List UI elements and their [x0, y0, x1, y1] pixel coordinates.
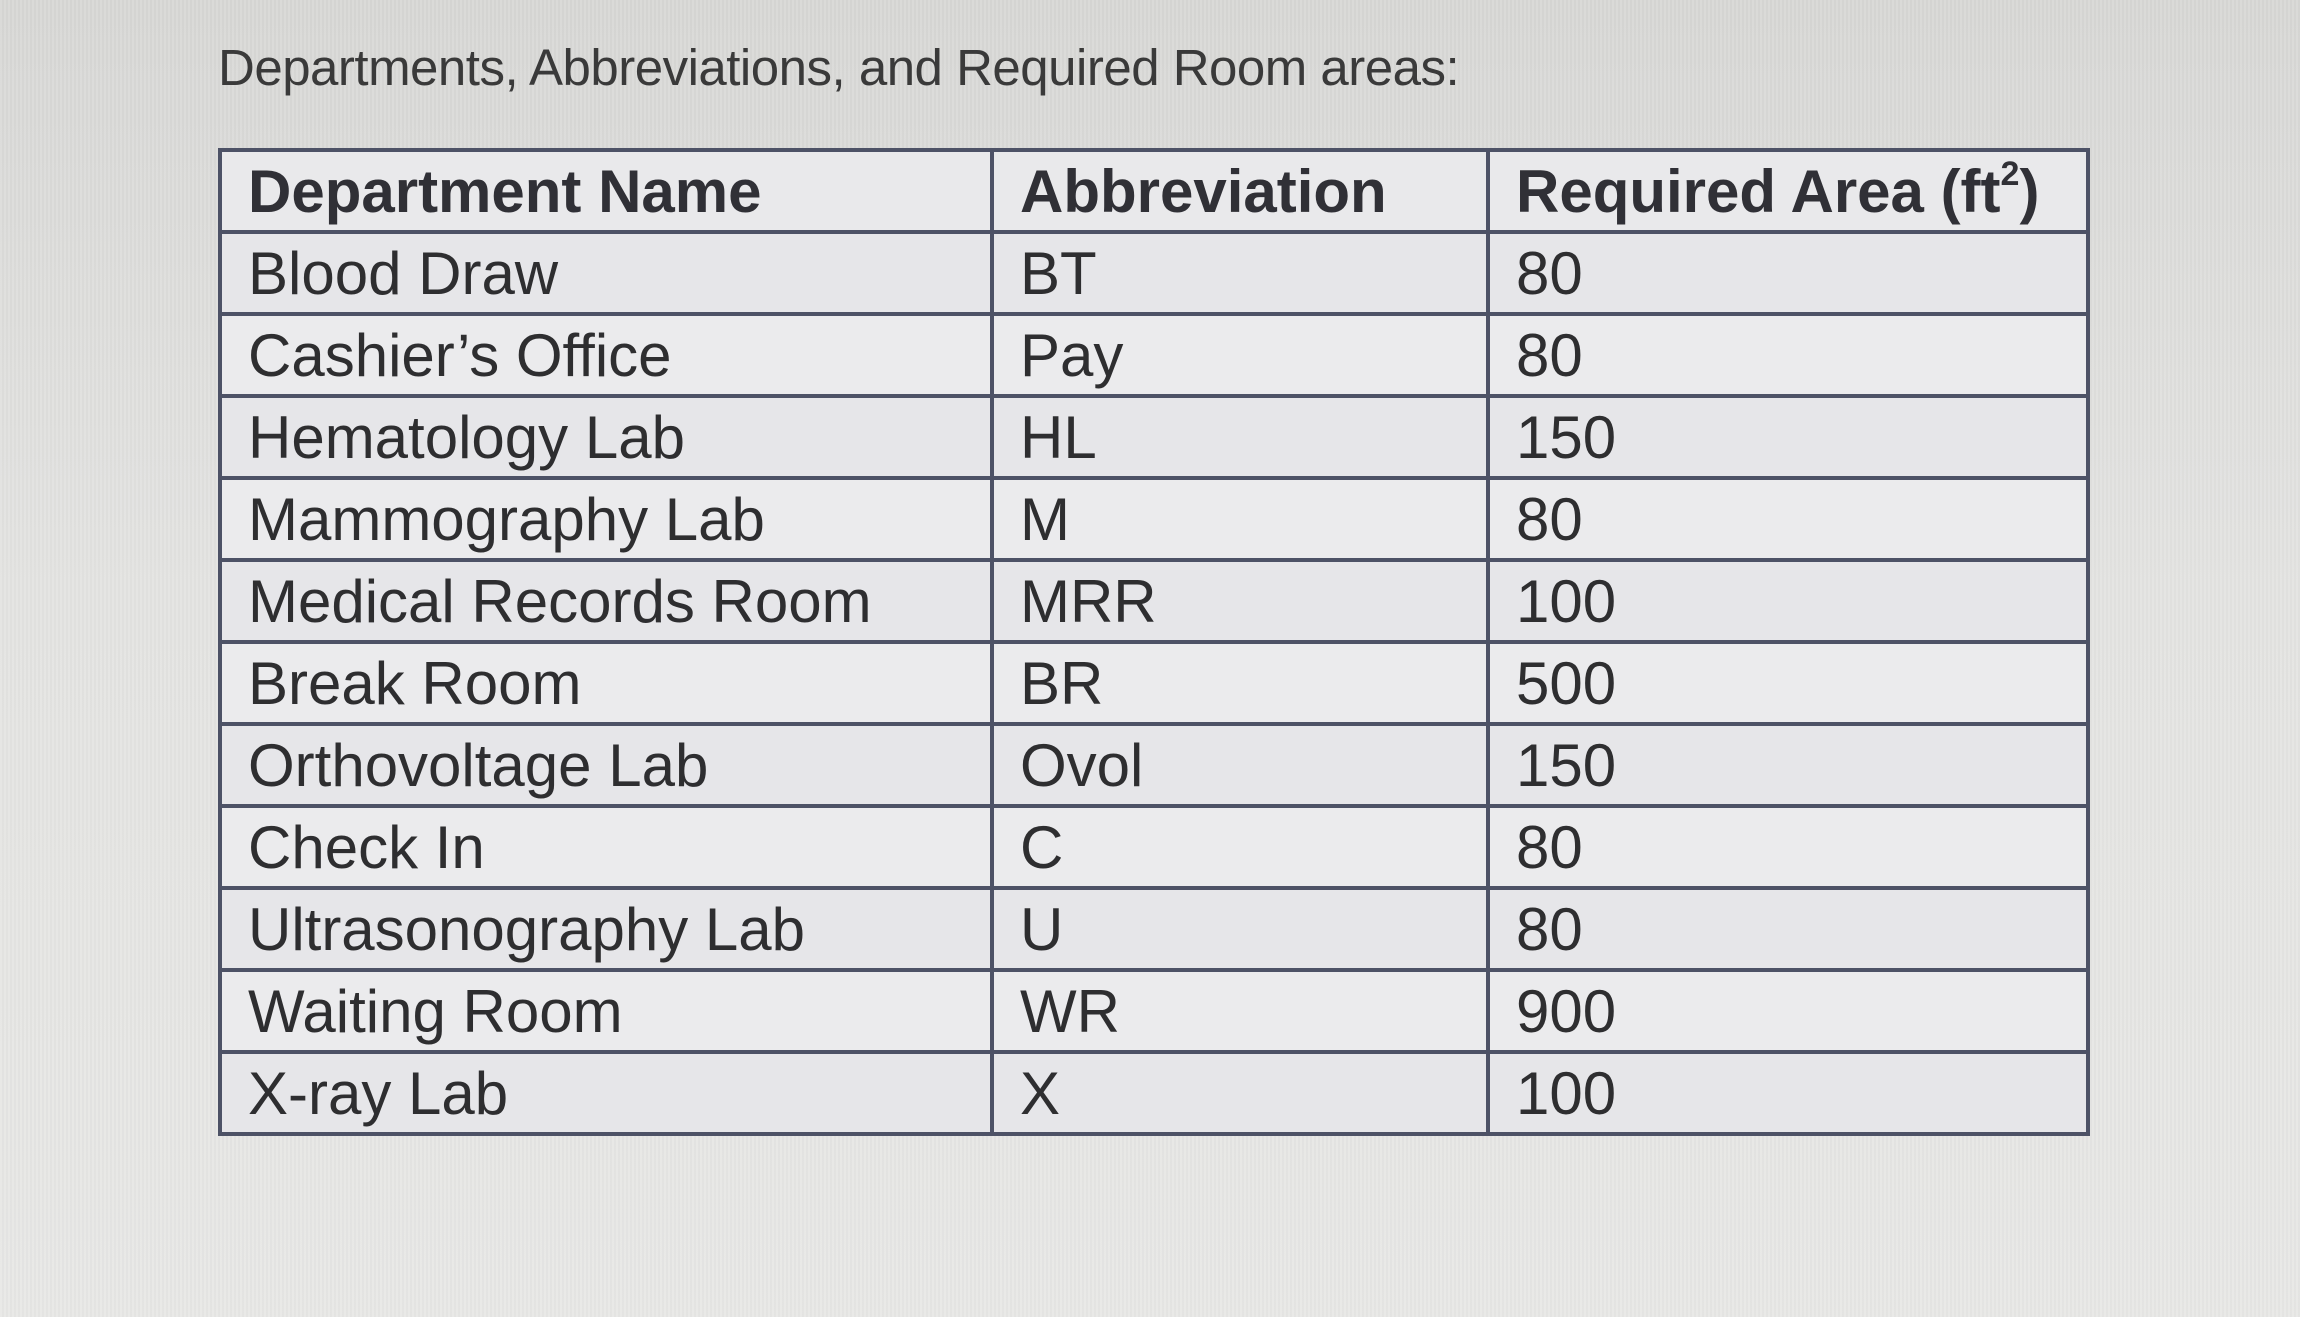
- table-body: [220, 232, 2088, 1134]
- header-area-prefix: Required Area (ft: [1516, 157, 2001, 225]
- table-row: [220, 642, 2088, 724]
- table-row: [220, 478, 2088, 560]
- header-area-superscript: 2: [2000, 154, 2020, 193]
- cell-department-name: Blood Draw: [220, 232, 992, 314]
- header-area-suffix: ): [2019, 157, 2040, 225]
- cell-department-name: Hematology Lab: [220, 396, 992, 478]
- cell-department-name: X-ray Lab: [220, 1052, 992, 1134]
- table-caption: Departments, Abbreviations, and Required Room areas:: [218, 39, 1460, 96]
- cell-abbreviation: WR: [992, 970, 1488, 1052]
- header-abbreviation: Abbreviation: [992, 150, 1488, 232]
- table-row: [220, 724, 2088, 806]
- cell-abbreviation: BT: [992, 232, 1488, 314]
- cell-abbreviation: Pay: [992, 314, 1488, 396]
- cell-required-area: 100: [1488, 560, 2088, 642]
- cell-required-area: 500: [1488, 642, 2088, 724]
- cell-required-area: 80: [1488, 888, 2088, 970]
- table-header-row: [220, 150, 2088, 232]
- header-required-area: [1488, 150, 2088, 232]
- table-row: [220, 888, 2088, 970]
- cell-department-name: Ultrasonography Lab: [220, 888, 992, 970]
- header-department-name: Department Name: [220, 150, 992, 232]
- cell-required-area: 150: [1488, 396, 2088, 478]
- cell-abbreviation: HL: [992, 396, 1488, 478]
- cell-abbreviation: Ovol: [992, 724, 1488, 806]
- cell-department-name: Waiting Room: [220, 970, 992, 1052]
- table-row: [220, 1052, 2088, 1134]
- cell-department-name: Mammography Lab: [220, 478, 992, 560]
- cell-abbreviation: U: [992, 888, 1488, 970]
- cell-department-name: Cashier’s Office: [220, 314, 992, 396]
- cell-required-area: 80: [1488, 314, 2088, 396]
- table-row: [220, 314, 2088, 396]
- cell-required-area: 100: [1488, 1052, 2088, 1134]
- cell-abbreviation: BR: [992, 642, 1488, 724]
- table-row: [220, 232, 2088, 314]
- cell-department-name: Medical Records Room: [220, 560, 992, 642]
- cell-abbreviation: M: [992, 478, 1488, 560]
- cell-required-area: 900: [1488, 970, 2088, 1052]
- table-row: [220, 560, 2088, 642]
- cell-required-area: 80: [1488, 478, 2088, 560]
- cell-department-name: Orthovoltage Lab: [220, 724, 992, 806]
- cell-required-area: 80: [1488, 232, 2088, 314]
- cell-abbreviation: MRR: [992, 560, 1488, 642]
- cell-department-name: Break Room: [220, 642, 992, 724]
- cell-abbreviation: X: [992, 1052, 1488, 1134]
- departments-table: [218, 148, 2090, 1136]
- table-row: [220, 396, 2088, 478]
- cell-required-area: 80: [1488, 806, 2088, 888]
- table-row: [220, 970, 2088, 1052]
- table-row: [220, 806, 2088, 888]
- cell-department-name: Check In: [220, 806, 992, 888]
- cell-abbreviation: C: [992, 806, 1488, 888]
- cell-required-area: 150: [1488, 724, 2088, 806]
